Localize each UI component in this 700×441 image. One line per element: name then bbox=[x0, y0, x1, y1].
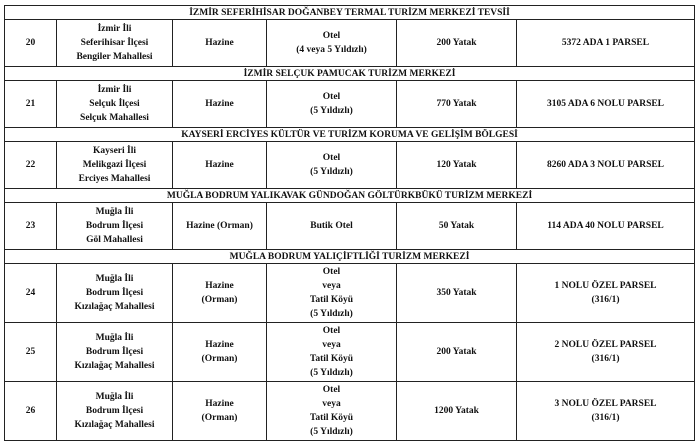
table-row bbox=[5, 81, 695, 128]
parcel-cell bbox=[517, 264, 695, 323]
facility-type-cell-line: Otel bbox=[322, 153, 341, 163]
location-cell-line: Selçuk İlçesi bbox=[89, 99, 140, 109]
facility-type-cell bbox=[267, 142, 397, 189]
facility-type-cell-line: Otel bbox=[322, 326, 341, 336]
location-cell-line: Melikgazi İlçesi bbox=[82, 160, 147, 170]
location-cell-line: Kayseri İli bbox=[92, 146, 136, 156]
location-cell-line: Selçuk Mahallesi bbox=[80, 113, 149, 123]
section-header-row bbox=[5, 6, 695, 20]
facility-type-cell-line: (5 Yıldızlı) bbox=[310, 309, 353, 319]
facility-type-cell-line: (5 Yıldızlı) bbox=[310, 368, 353, 378]
tourism-parcel-table bbox=[4, 5, 695, 441]
parcel-cell bbox=[517, 81, 695, 128]
facility-type-cell-line: (4 veya 5 Yıldızlı) bbox=[296, 45, 367, 55]
parcel-cell bbox=[517, 203, 695, 250]
facility-type-cell bbox=[267, 382, 397, 441]
capacity-cell: 1200 Yatak bbox=[397, 382, 517, 441]
facility-type-cell-line: (5 Yıldızlı) bbox=[310, 106, 353, 116]
capacity-cell: 200 Yatak bbox=[397, 20, 517, 67]
owner-cell-line: Hazine (Orman) bbox=[186, 221, 253, 231]
facility-type-cell bbox=[267, 81, 397, 128]
location-cell bbox=[57, 142, 173, 189]
facility-type-cell bbox=[267, 264, 397, 323]
capacity-cell: 50 Yatak bbox=[397, 203, 517, 250]
owner-cell-line: (Orman) bbox=[201, 295, 238, 305]
location-cell-line: Muğla İli bbox=[95, 274, 134, 284]
location-cell-line: Muğla İli bbox=[95, 392, 134, 402]
facility-type-cell-line: (5 Yıldızlı) bbox=[310, 167, 353, 177]
parcel-cell-line: 114 ADA 40 NOLU PARSEL bbox=[547, 221, 664, 231]
location-cell bbox=[57, 264, 173, 323]
section-title: KAYSERİ ERCİYES KÜLTÜR VE TURİZM KORUMA VE GELİŞİM BÖLGESİ bbox=[5, 128, 695, 142]
parcel-cell-line: (316/1) bbox=[591, 295, 620, 305]
owner-cell bbox=[173, 203, 267, 250]
table-body bbox=[5, 6, 695, 441]
parcel-cell bbox=[517, 20, 695, 67]
parcel-cell-line: 2 NOLU ÖZEL PARSEL bbox=[554, 340, 657, 350]
location-cell-line: Kızılağaç Mahallesi bbox=[74, 361, 155, 371]
parcel-cell-line: 3105 ADA 6 NOLU PARSEL bbox=[547, 99, 665, 109]
owner-cell-line: Hazine bbox=[205, 160, 234, 170]
location-cell bbox=[57, 382, 173, 441]
table-row bbox=[5, 142, 695, 189]
owner-cell-line: Hazine bbox=[205, 38, 234, 48]
location-cell-line: Kızılağaç Mahallesi bbox=[74, 302, 155, 312]
owner-cell-line: (Orman) bbox=[201, 354, 238, 364]
owner-cell-line: Hazine bbox=[205, 281, 234, 291]
owner-cell bbox=[173, 382, 267, 441]
facility-type-cell-line: Butik Otel bbox=[310, 221, 353, 231]
parcel-cell-line: (316/1) bbox=[591, 354, 620, 364]
facility-type-cell-line: Tatil Köyü bbox=[309, 354, 354, 364]
location-cell bbox=[57, 20, 173, 67]
owner-cell bbox=[173, 264, 267, 323]
owner-cell bbox=[173, 323, 267, 382]
parcel-cell bbox=[517, 382, 695, 441]
section-header-row bbox=[5, 67, 695, 81]
location-cell-line: Bodrum İlçesi bbox=[85, 288, 144, 298]
row-number: 26 bbox=[5, 382, 57, 441]
owner-cell-line: Hazine bbox=[205, 340, 234, 350]
location-cell-line: Muğla İli bbox=[95, 333, 134, 343]
facility-type-cell-line: Tatil Köyü bbox=[309, 413, 354, 423]
facility-type-cell-line: Tatil Köyü bbox=[309, 295, 354, 305]
parcel-cell bbox=[517, 323, 695, 382]
location-cell-line: Göl Mahallesi bbox=[86, 235, 143, 245]
section-header-row bbox=[5, 189, 695, 203]
owner-cell bbox=[173, 142, 267, 189]
owner-cell-line: (Orman) bbox=[201, 413, 238, 423]
table-row bbox=[5, 382, 695, 441]
row-number: 20 bbox=[5, 20, 57, 67]
parcel-cell-line: 3 NOLU ÖZEL PARSEL bbox=[554, 399, 657, 409]
facility-type-cell bbox=[267, 203, 397, 250]
facility-type-cell bbox=[267, 323, 397, 382]
facility-type-cell-line: Otel bbox=[322, 31, 341, 41]
location-cell bbox=[57, 323, 173, 382]
capacity-cell: 120 Yatak bbox=[397, 142, 517, 189]
facility-type-cell bbox=[267, 20, 397, 67]
facility-type-cell-line: Otel bbox=[322, 267, 341, 277]
facility-type-cell-line: veya bbox=[322, 340, 341, 350]
section-title: MUĞLA BODRUM YALIÇİFTLİĞİ TURİZM MERKEZİ bbox=[5, 250, 695, 264]
row-number: 22 bbox=[5, 142, 57, 189]
parcel-cell-line: 8260 ADA 3 NOLU PARSEL bbox=[547, 160, 665, 170]
capacity-cell: 200 Yatak bbox=[397, 323, 517, 382]
section-header-row bbox=[5, 250, 695, 264]
parcel-cell bbox=[517, 142, 695, 189]
table-row bbox=[5, 264, 695, 323]
location-cell-line: Bodrum İlçesi bbox=[85, 406, 144, 416]
section-header-row bbox=[5, 128, 695, 142]
facility-type-cell-line: Otel bbox=[322, 92, 341, 102]
parcel-cell-line: 5372 ADA 1 PARSEL bbox=[561, 38, 650, 48]
section-title: İZMİR SEFERİHİSAR DOĞANBEY TERMAL TURİZM MERKEZİ TEVSİİ bbox=[5, 6, 695, 20]
location-cell-line: Bodrum İlçesi bbox=[85, 347, 144, 357]
location-cell bbox=[57, 81, 173, 128]
table-row bbox=[5, 20, 695, 67]
facility-type-cell-line: Otel bbox=[322, 385, 341, 395]
facility-type-cell-line: (5 Yıldızlı) bbox=[310, 427, 353, 437]
row-number: 21 bbox=[5, 81, 57, 128]
row-number: 24 bbox=[5, 264, 57, 323]
facility-type-cell-line: veya bbox=[322, 281, 341, 291]
location-cell bbox=[57, 203, 173, 250]
location-cell-line: Kızılağaç Mahallesi bbox=[74, 420, 155, 430]
location-cell-line: Muğla İli bbox=[95, 207, 134, 217]
table-row bbox=[5, 203, 695, 250]
owner-cell-line: Hazine bbox=[205, 99, 234, 109]
row-number: 23 bbox=[5, 203, 57, 250]
owner-cell-line: Hazine bbox=[205, 399, 234, 409]
location-cell-line: Seferihisar İlçesi bbox=[80, 38, 149, 48]
parcel-cell-line: (316/1) bbox=[591, 413, 620, 423]
row-number: 25 bbox=[5, 323, 57, 382]
location-cell-line: Bengiler Mahallesi bbox=[76, 52, 153, 62]
capacity-cell: 350 Yatak bbox=[397, 264, 517, 323]
facility-type-cell-line: veya bbox=[322, 399, 341, 409]
section-title: MUĞLA BODRUM YALIKAVAK GÜNDOĞAN GÖLTÜRKBÜKÜ TURİZM MERKEZİ bbox=[5, 189, 695, 203]
capacity-cell: 770 Yatak bbox=[397, 81, 517, 128]
location-cell-line: İzmir İli bbox=[97, 85, 132, 95]
location-cell-line: Erciyes Mahallesi bbox=[78, 174, 151, 184]
parcel-cell-line: 1 NOLU ÖZEL PARSEL bbox=[554, 281, 657, 291]
owner-cell bbox=[173, 20, 267, 67]
owner-cell bbox=[173, 81, 267, 128]
location-cell-line: İzmir İli bbox=[97, 24, 132, 34]
table-row bbox=[5, 323, 695, 382]
location-cell-line: Bodrum İlçesi bbox=[85, 221, 144, 231]
section-title: İZMİR SELÇUK PAMUCAK TURİZM MERKEZİ bbox=[5, 67, 695, 81]
